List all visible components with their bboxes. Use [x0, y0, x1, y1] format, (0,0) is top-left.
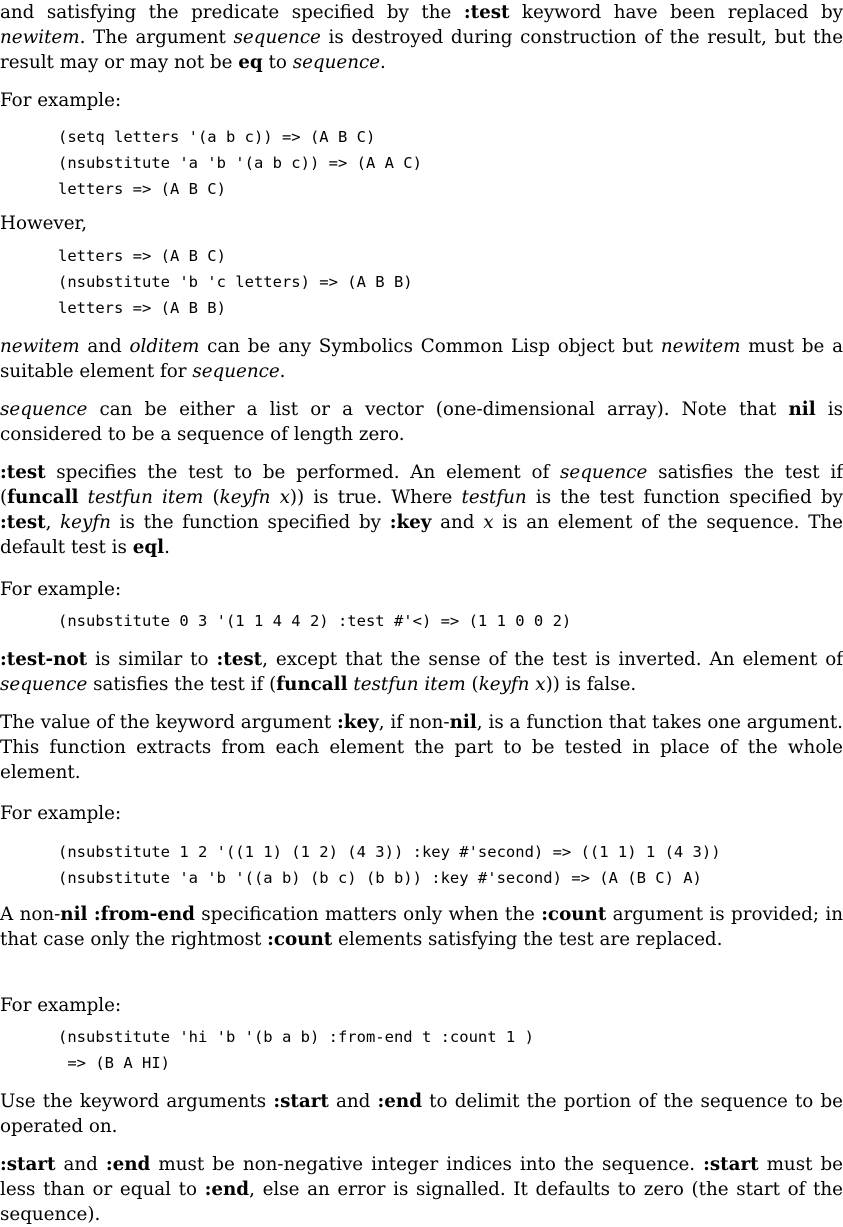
text: can be any Symbolics Common Lisp object but [199, 336, 661, 357]
paragraph-key [0, 710, 843, 785]
paragraph-newitem-olditem [0, 334, 843, 384]
text: , [45, 512, 61, 533]
function-eql: eql [132, 537, 165, 558]
text [78, 487, 87, 508]
code-line: (nsubstitute 'a 'b '((a b) (b c) (b b)) :key #'second) => (A (B C) A) [58, 869, 702, 887]
param-sequence: sequence [192, 361, 280, 382]
text: satisfies the test if ( [0, 462, 843, 508]
symbol-nil: nil [449, 712, 477, 733]
text: and [328, 1091, 378, 1112]
param-newitem: newitem [0, 336, 80, 357]
keyword-key: :key [389, 512, 432, 533]
paragraph-test [0, 460, 843, 560]
code-example-block [0, 608, 571, 634]
code-example-block [0, 124, 422, 202]
param-sequence: sequence [292, 52, 381, 73]
keyword-test: :test [0, 512, 46, 533]
param-olditem: olditem [129, 336, 200, 357]
text: , except that the sense of the test is inverted. An element of [262, 649, 843, 670]
text: satisfies the test if ( [87, 674, 277, 695]
keyword-start: :start [703, 1154, 759, 1175]
code-example-block [0, 1024, 534, 1076]
text: and [55, 1154, 106, 1175]
paragraph-test-not [0, 647, 843, 697]
symbol-nil: nil [60, 904, 88, 925]
text: . [164, 537, 170, 558]
code-example-block [0, 243, 413, 321]
function-funcall: funcall [276, 674, 348, 695]
keyword-end: :end [204, 1179, 250, 1200]
keyword-count: :count [267, 929, 333, 950]
for-example-label: For example: [0, 90, 122, 111]
code-line: (nsubstitute 1 2 '((1 1) (1 2) (4 3)) :key #'second) => ((1 1) 1 (4 3)) [58, 843, 721, 861]
param-sequence: sequence [0, 399, 88, 420]
text: to [262, 52, 293, 73]
code-line: (nsubstitute 0 3 '(1 1 4 4 2) :test #'<) => (1 1 0 0 2) [58, 612, 572, 630]
text: is considered to be a sequence of length zero. [0, 399, 843, 445]
text: can be either a list or a vector (one-dimensional array). Note that [87, 399, 789, 420]
however-label: However, [0, 213, 88, 234]
paragraph-start-end-constraints [0, 1152, 843, 1227]
keyword-end: :end [105, 1154, 151, 1175]
text: is destroyed during construction of the result, but the result may or may not be [0, 27, 843, 73]
text: elements satisfying the test are replaced. [332, 929, 723, 950]
text: Use the keyword arguments [0, 1091, 274, 1112]
for-example-label: For example: [0, 995, 122, 1016]
text: . [279, 361, 286, 382]
text: specification matters only when the [194, 904, 542, 925]
text: )) is false. [545, 674, 637, 695]
code-example-block [0, 839, 721, 891]
text: and [431, 512, 484, 533]
param-testfun: testfun [461, 487, 527, 508]
code-line: letters => (A B C) [58, 180, 226, 198]
function-eq: eq [238, 52, 263, 73]
text: , if non- [378, 712, 450, 733]
keyword-from-end: :from-end [93, 904, 195, 925]
code-line: (nsubstitute 'a 'b '(a b c)) => (A A C) [58, 154, 422, 172]
param-x: x [483, 512, 494, 533]
function-funcall: funcall [7, 487, 79, 508]
text: specifies the test to be performed. An element of [45, 462, 560, 483]
text: to delimit the portion of the sequence to be operated on. [0, 1091, 843, 1137]
param-sequence: sequence [560, 462, 648, 483]
text: and [79, 336, 130, 357]
code-line: letters => (A B C) [58, 247, 226, 265]
text: ( [465, 674, 479, 695]
text: , else an error is signalled. It defaults to zero (the start of the sequence). [0, 1179, 843, 1225]
param-testfun-item: testfun item [87, 487, 204, 508]
keyword-key: :key [337, 712, 379, 733]
code-line: letters => (A B B) [58, 299, 226, 317]
paragraph-sequence [0, 397, 843, 447]
text: , is a function that takes one argument. This function extracts from each element the part to be tested in place of the whole element. [0, 712, 843, 783]
keyword-start: :start [0, 1154, 56, 1175]
keyword-count: :count [541, 904, 607, 925]
text: . The argument [79, 27, 234, 48]
for-example-label: For example: [0, 803, 122, 824]
keyword-test: :test [463, 2, 510, 23]
code-line: (setq letters '(a b c)) => (A B C) [58, 128, 376, 146]
text: is the function specified by [110, 512, 390, 533]
keyword-test: :test [216, 649, 263, 670]
param-keyfn: keyfn [60, 512, 111, 533]
text: is an element of the sequence. The default test is [0, 512, 843, 558]
text: argument is provided; in that case only the rightmost [0, 904, 843, 950]
param-newitem: newitem [660, 336, 741, 357]
param-newitem: newitem [0, 27, 80, 48]
text: . [380, 52, 386, 73]
text: and satisfying the predicate specified by the [0, 2, 464, 23]
param-sequence: sequence [233, 27, 321, 48]
text: A non- [0, 904, 61, 925]
symbol-nil: nil [788, 399, 816, 420]
text: )) is true. Where [289, 487, 462, 508]
text: The value of the keyword argument [0, 712, 338, 733]
text: ( [203, 487, 220, 508]
keyword-test-not: :test-not [0, 649, 88, 670]
paragraph-result-description [0, 0, 843, 75]
keyword-end: :end [377, 1091, 422, 1112]
keyword-start: :start [273, 1091, 329, 1112]
param-testfun-item: testfun item [353, 674, 466, 695]
text: is the test function specified by [526, 487, 843, 508]
code-line: (nsubstitute 'hi 'b '(b a b) :from-end t :count 1 ) [58, 1028, 534, 1046]
param-sequence: sequence [0, 674, 88, 695]
for-example-label: For example: [0, 579, 122, 600]
param-keyfn-x: keyfn x [219, 487, 290, 508]
keyword-test: :test [0, 462, 46, 483]
code-line: (nsubstitute 'b 'c letters) => (A B B) [58, 273, 413, 291]
text: must be a suitable element for [0, 336, 843, 382]
paragraph-start-end-usage [0, 1089, 843, 1139]
text: keyword have been replaced by [509, 2, 843, 23]
text: is similar to [87, 649, 217, 670]
text: must be less than or equal to [0, 1154, 843, 1200]
text: must be non-negative integer indices into the sequence. [150, 1154, 704, 1175]
paragraph-from-end [0, 902, 843, 952]
param-keyfn-x: keyfn x [478, 674, 546, 695]
code-line: => (B A HI) [58, 1054, 170, 1072]
